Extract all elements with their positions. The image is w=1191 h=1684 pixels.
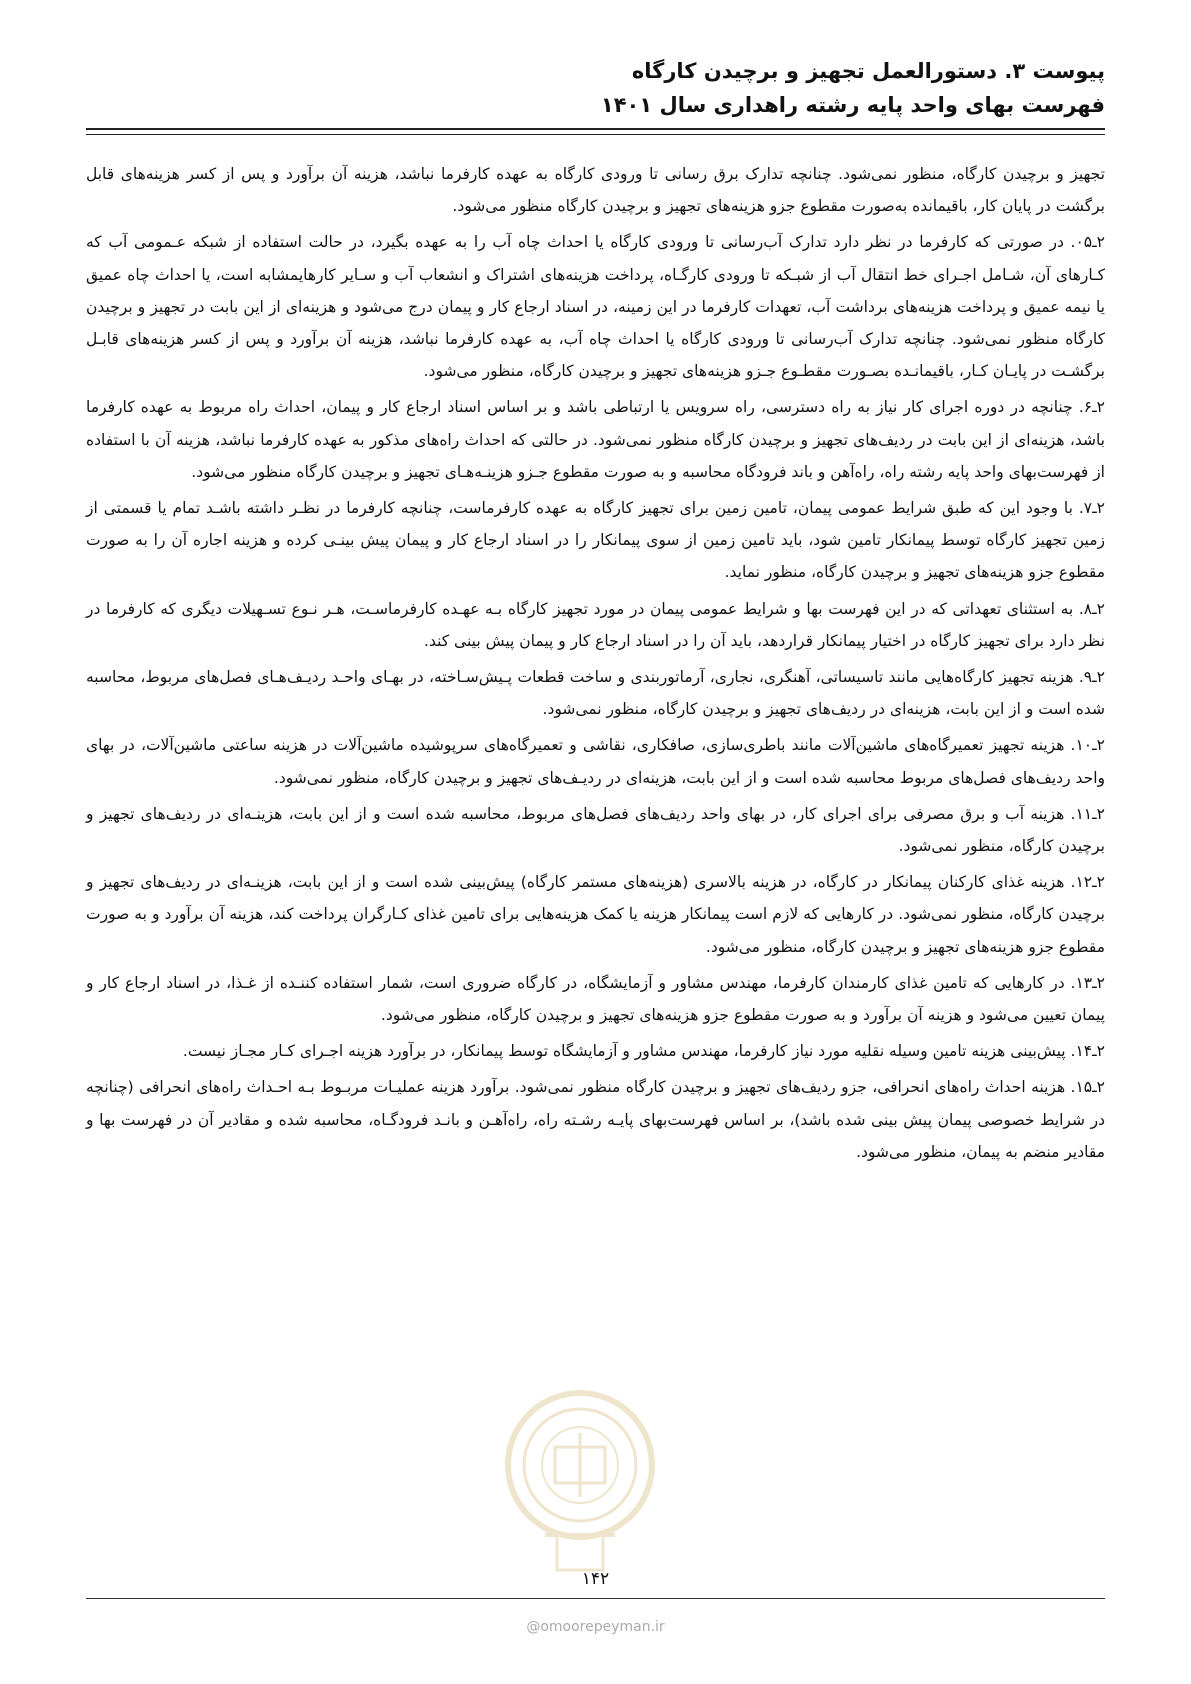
- paragraph: ۲ـ۰۵. در صورتی که کارفرما در نظر دارد تدارک آب‌رسانی تا ورودی کارگاه یا احداث چاه آب را به عهده بگیرد، در حالت استفاده از شبکه عـمومی آب که کـارهای آن، شـامل اجـرای خط انتقال آب از شبـکه تا ورودی کارگـاه، پرداخت هزینه‌های اشتراک و انشعاب آب و سـایر کارهایمشابه است، یا احداث چاه عمیق یا نیمه عمیق و پرداخت هزینه‌های برداشت آب، تعهدات کارفرما در این زمینه، در اسناد ارجاع کار و پیمان درج می‌شود و هزینه‌ای از این بابت در تجهیز و برچیدن کارگاه منظور نمی‌شود. چنانچه تدارک آب‌رسانی تا ورودی کارگاه یا احداث چاه آب، به عهده کارفرما نباشد، هزینه آن برآورد و پس از کسر هزینه‌های قابـل برگشـت در پایـان کـار، باقیمانـده بصـورت مقطـوع جـزو هزینه‌های تجهیز و برچیدن کارگاه، منظور می‌شود.: [86, 233, 1105, 381]
- paragraph: ۲ـ۸. به استثنای تعهداتی که در این فهرست بها و شرایط عمومی پیمان در مورد تجهیز کارگاه بـه عهـده کارفرماسـت، هـر نـوع تسـهیلات دیگری که کارفرما در نظر دارد برای تجهیز کارگاه در اختیار پیمانکار قراردهد، باید آن را در اسناد ارجاع کار و پیمان پیش بینی کند.: [86, 599, 1105, 650]
- header-rule-thick: [86, 128, 1105, 130]
- paragraph: ۲ـ۱۲. هزینه غذای کارکنان پیمانکار در کارگاه، در هزینه بالاسری (هزینه‌های مستمر کارگاه) پیش‌بینی شده است و از این بابت، هزینـه‌ای در ردیف‌های تجهیز و برچیدن کارگاه، منظور نمی‌شود. در کارهایی که لازم است پیمانکار هزینه یا کمک هزینه‌هایی برای تامین غذای کـارگران پرداخت کند، هزینه آن برآورد و به صورت مقطوع جزو هزینه‌های تجهیز و برچیدن کارگاه، منظور می‌شود.: [86, 873, 1105, 956]
- header-rule-thin: [86, 134, 1105, 135]
- paragraph: ۲ـ۷. با وجود این که طبق شرایط عمومی پیمان، تامین زمین برای تجهیز کارگاه به عهده کارفرماست، چنانچه کارفرما در نظـر داشته باشـد تمام یا قسمتی از زمین تجهیز کارگاه توسط پیمانکار تامین شود، باید تامین زمین از سوی پیمانکار را در اسناد ارجاع کار و پیمان پیش بینـی کرده و هزینه اجاره آن را به صورت مقطوع جزو هزینه‌های تجهیز و برچیدن کارگاه، منظور نماید.: [86, 499, 1105, 582]
- paragraph: ۲ـ۱۳. در کارهایی که تامین غذای کارمندان کارفرما، مهندس مشاور و آزمایشگاه، در کارگاه ضروری است، شمار استفاده کننـده از غـذا، در اسناد ارجاع کار و پیمان تعیین می‌شود و هزینه آن برآورد و به صورت مقطوع جزو هزینه‌های تجهیز و برچیدن کارگاه، منظور می‌شود.: [86, 973, 1105, 1025]
- paragraph: ۲ـ۹. هزینه تجهیز کارگاه‌هایی مانند تاسیساتی، آهنگری، نجاری، آرماتوربندی و ساخت قطعات پـیش‌سـاخته، در بهـای واحـد ردیـف‌هـای فصل‌های مربوط، محاسبه شده است و از این بابت، هزینه‌ای در ردیف‌های تجهیز و برچیدن کارگاه، منظور نمی‌شود.: [86, 668, 1105, 719]
- paragraph: ۲ـ۱۱. هزینه آب و برق مصرفی برای اجرای کار، در بهای واحد ردیف‌های فصل‌های مربوط، محاسبه شده است و از این بابت، هزینـه‌ای در ردیف‌های تجهیز و برچیدن کارگاه، منظور نمی‌شود.: [86, 804, 1105, 856]
- body-text: [86, 158, 1105, 1172]
- stamp-seal-icon: [495, 1385, 665, 1575]
- watermark-url: @omoorepeyman.ir: [526, 1619, 665, 1635]
- footer-rule: [86, 1598, 1105, 1599]
- paragraph: ۲ـ۱۰. هزینه تجهیز تعمیرگاه‌های ماشین‌آلات مانند باطری‌سازی، صافکاری، نقاشی و تعمیرگاه‌های سرپوشیده ماشین‌آلات در هزینه ساعتی ماشین‌آلات، در بهای واحد ردیف‌های فصل‌های مربوط محاسبه شده است و از این بابت، هزینه‌ای در ردیـف‌های تجهیز و برچیدن کارگاه، منظور نمی‌شود.: [86, 736, 1105, 787]
- paragraph: ۲ـ۶. چنانچه در دوره اجرای کار نیاز به راه دسترسی، راه سرویس یا ارتباطی باشد و بر اساس اسناد ارجاع کار و پیمان، احداث راه مربوط به عهده کارفرما باشد، هزینه‌ای از این بابت در ردیف‌های تجهیز و برچیدن کارگاه منظور نمی‌شود. در حالتی که احداث راه‌های مذکور به عهده کارفرما نباشد، هزینه آن با استفاده از فهرست‌بهای واحد پایه رشته راه، راه‌آهن و باند فرودگاه محاسبه و به صورت مقطوع جـزو هزینـه‌هـای تجهیز و برچیدن کارگاه منظور می‌شود.: [86, 398, 1105, 481]
- paragraph: ۲ـ۱۴. پیش‌بینی هزینه تامین وسیله نقلیه مورد نیاز کارفرما، مهندس مشاور و آزمایشگاه توسط پیمانکار، در برآورد هزینه اجـرای کـار مجـاز نیست.: [182, 1042, 1105, 1061]
- header-subtitle: فهرست بهای واحد پایه رشته راهداری سال ۱۴۰۱: [600, 93, 1105, 117]
- page-number: ۱۴۲: [581, 1569, 610, 1589]
- paragraph: تجهیز و برچیدن کارگاه، منظور نمی‌شود. چنانچه تدارک برق رسانی تا ورودی کارگاه به عهده کارفرما نباشد، هزینه آن برآورد و پس از کسر هزینه‌های قابل برگشت در پایان کار، باقیمانده به‌صورت مقطوع جزو هزینه‌های تجهیز و برچیدن کارگاه منظور می‌شود.: [86, 165, 1105, 216]
- paragraph: ۲ـ۱۵. هزینه احداث راه‌های انحرافی، جزو ردیف‌های تجهیز و برچیدن کارگاه منظور نمی‌شود. برآورد هزینه عملیـات مربـوط بـه احـداث راه‌های انحرافی (چنانچه در شرایط خصوصی پیمان پیش بینی شده باشد)، بر اساس فهرست‌بهای پایـه رشـته راه، راه‌آهـن و بانـد فرودگـاه، محاسبه شده و مقادیر آن در فهرست بها و مقادیر منضم به پیمان، منظور می‌شود.: [86, 1078, 1105, 1161]
- page-header: [86, 54, 1105, 122]
- header-title: پیوست ۳. دستورالعمل تجهیز و برچیدن کارگاه: [631, 59, 1105, 83]
